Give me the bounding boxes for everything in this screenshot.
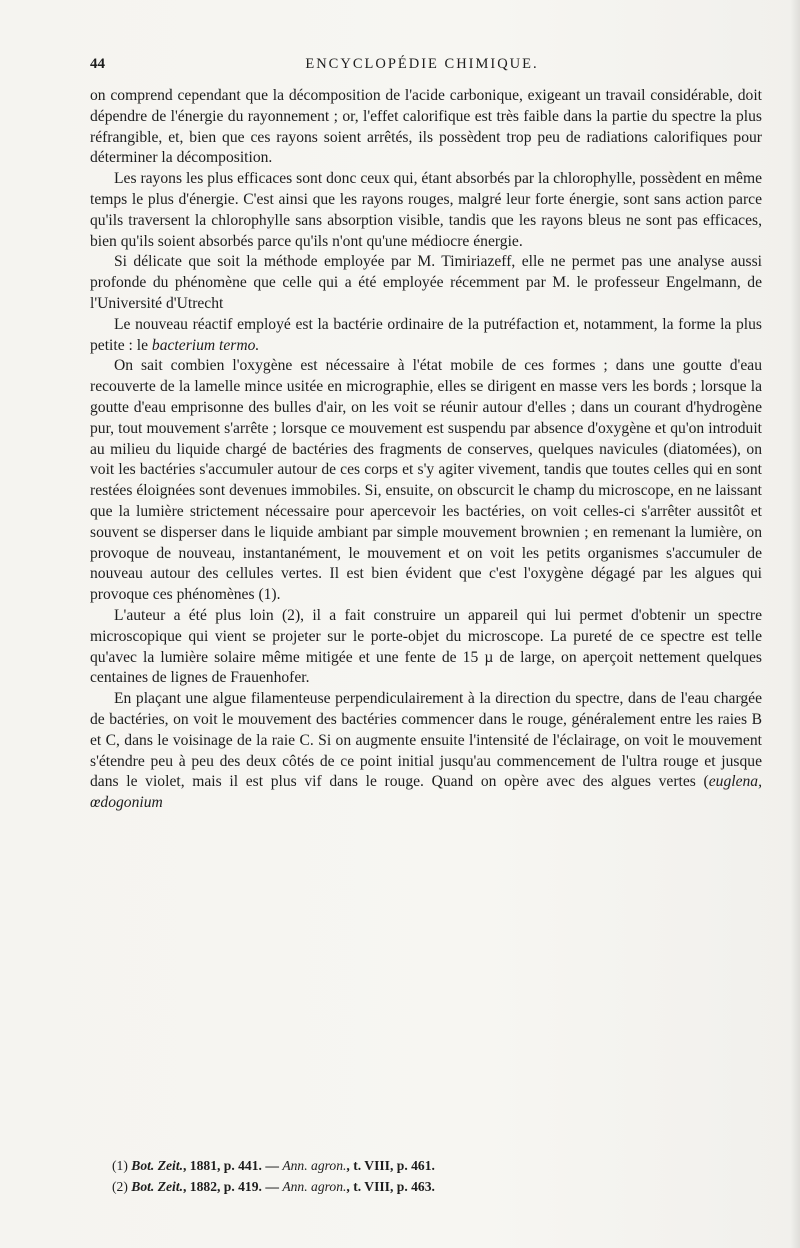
footnote-1 <box>112 1155 752 1176</box>
paragraph-6: L'auteur a été plus loin (2), il a fait construire un appareil qui lui permet d'obtenir un spectre microscopique qui vient se projeter sur le porte-objet du microscope. La pureté de ce spectre est telle qu'avec la lumière solaire même mitigée et une fente de 15 µ de large, on aperçoit nettement quelques centaines de lignes de Frauenhofer. <box>90 606 762 687</box>
footnote-2-mark: (2) <box>112 1179 128 1194</box>
page-number: 44 <box>90 56 105 72</box>
footnote-2-ref-2: , t. VIII, p. 463. <box>346 1179 435 1194</box>
paragraph-7-text: En plaçant une algue filamenteuse perpendiculairement à la direction du spectre, dans de l'eau chargée de bactéries, on voit le mouvement des bactéries commencer dans le rouge, généralement entre les raies B et C, dans le voisinage de la raie C. Si on augmente ensuite l'intensité de l'éclairage, on voit le mouvement s'étendre peu à peu des deux côtés de ce point initial jusqu'au commencement de l'ultra rouge et jusque dans le violet, mais il est plus vif dans le rouge. Quand on opère avec des algues vertes ( <box>90 690 762 791</box>
algae-names: euglena, œdogonium <box>90 773 762 812</box>
running-title: ENCYCLOPÉDIE CHIMIQUE. <box>305 56 539 72</box>
footnote-1-journal-2: Ann. agron. <box>282 1158 347 1173</box>
footnote-2-journal: Bot. Zeit. <box>131 1179 183 1194</box>
paragraph-5: On sait combien l'oxygène est nécessaire à l'état mobile de ces formes ; dans une goutte d'eau recouverte de la lamelle mince usitée en micrographie, elles se dirigent en masse vers les bords ; lorsque la goutte d'eau emprisonne des bulles d'air, on les voit se réunir autour d'elles ; dans un courant d'hydrogène pur, tout mouvement s'arrête ; lorsque ce mouvement est suspendu par absence d'oxygène et qu'on introduit au milieu du liquide chargé de bactéries des fragments de conserves, quelques navicules (diatomées), on voit les bactéries s'accumuler autour de ces corps et s'y agiter vivement, tandis que toutes celles qui en sont restées éloignées sont devenues immobiles. Si, ensuite, on obscurcit le champ du microscope, en ne laissant que la lumière strictement nécessaire pour apercevoir les bactéries, on voit celles-ci s'arrêter aussitôt et souvent se disperser dans le liquide ambiant par simple mouvement brownien ; en remenant la lumière, on provoque de nouveau, instantanément, le mouvement et on voit les petits organismes s'accumuler de nouveau autour des cellules vertes. Il est bien évident que c'est l'oxygène dégagé par les algues qui provoque ces phénomènes (1). <box>90 357 762 604</box>
page-header <box>90 56 754 82</box>
footnote-2-ref: , 1882, p. 419. — <box>183 1179 283 1194</box>
paragraph-4-text: Le nouveau réactif employé est la bactérie ordinaire de la putréfaction et, notamment, la forme la plus petite : le <box>90 315 762 354</box>
footnote-2 <box>112 1176 752 1197</box>
footnote-1-journal: Bot. Zeit. <box>131 1158 183 1173</box>
footnote-1-mark: (1) <box>112 1158 128 1173</box>
body-text <box>90 86 762 814</box>
paragraph-3: Si délicate que soit la méthode employée par M. Timiriazeff, elle ne permet pas une analyse aussi profonde du phénomène que celle qui a été employée récemment par M. le professeur Engelmann, de l'Université d'Utrecht <box>90 253 762 312</box>
species-name: bacterium termo. <box>151 336 260 354</box>
footnote-1-ref-2: , t. VIII, p. 461. <box>346 1158 435 1173</box>
paragraph-4 <box>90 315 762 357</box>
footnotes <box>112 1155 752 1197</box>
footnote-1-ref: , 1881, p. 441. — <box>183 1158 283 1173</box>
paragraph-2: Les rayons les plus efficaces sont donc ceux qui, étant absorbés par la chlorophylle, possèdent en même temps le plus d'énergie. C'est ainsi que les rayons rouges, malgré leur forte énergie, sont sans action parce qu'ils traversent la chlorophylle sans absorption visible, tandis que les rayons bleus ne sont pas efficaces, bien qu'ils soient absorbés parce qu'ils n'ont qu'une médiocre énergie. <box>90 170 762 250</box>
page-gutter-shadow <box>790 0 800 1248</box>
paragraph-7 <box>90 689 762 814</box>
paragraph-1: on comprend cependant que la décomposition de l'acide carbonique, exigeant un travail considérable, doit dépendre de l'énergie du rayonnement ; or, l'effet calorifique est très faible dans la partie du spectre la plus réfrangible, et, bien que ces rayons soient arrêtés, ils possèdent trop peu de radiations calorifiques pour déterminer la décomposition. <box>90 87 762 167</box>
footnote-2-journal-2: Ann. agron. <box>282 1179 347 1194</box>
